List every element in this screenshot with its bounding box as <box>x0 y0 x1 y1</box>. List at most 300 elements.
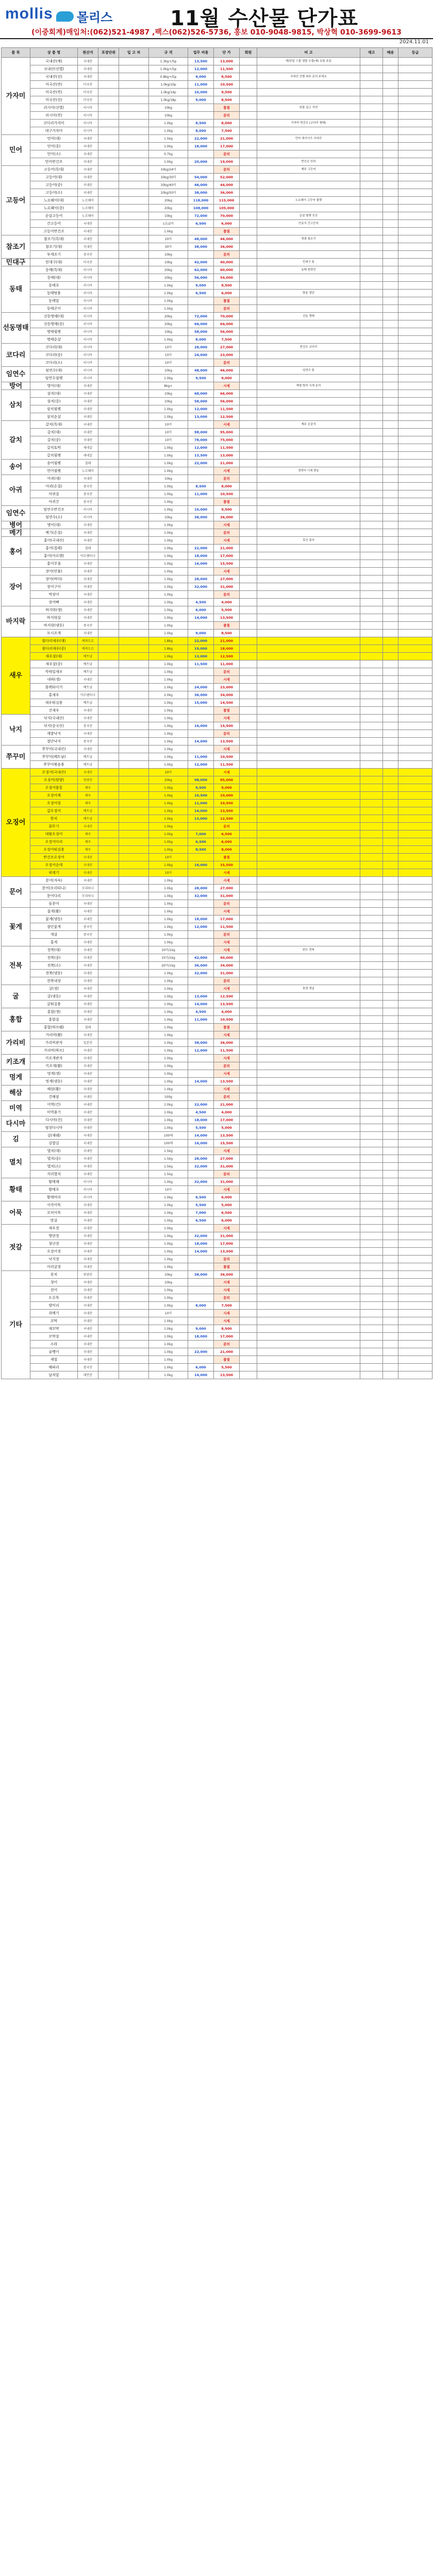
note-cell <box>257 1186 360 1194</box>
contact-line: (이중회계)매입처:(062)521-4987 ,팩스(062)526-5736, 홍보 010-9048-9815, 박상혁 010-3699-9613 <box>31 28 402 37</box>
stock-cell <box>360 676 383 684</box>
shipping-cell <box>383 259 398 266</box>
origin-cell: 국내산 <box>78 877 98 885</box>
category-cell: 임연수 <box>2 506 30 521</box>
shipping-cell <box>383 1001 398 1008</box>
size-cell: 20kg <box>149 274 188 282</box>
size-cell: 10kg <box>149 104 188 112</box>
pack-unit-cell <box>98 1140 119 1147</box>
note-cell <box>257 375 360 382</box>
size-cell: 1.0kg <box>149 807 188 815</box>
shipping-cell <box>383 660 398 668</box>
pack-unit-cell <box>98 452 119 460</box>
member-price-cell <box>240 908 257 916</box>
member-price-cell <box>240 838 257 846</box>
price-cell: 15,500 <box>214 722 240 730</box>
stock-cell <box>360 560 383 568</box>
cost-cell <box>188 421 214 429</box>
stock-cell <box>360 135 383 143</box>
member-price-cell <box>240 112 257 120</box>
pack-unit-cell <box>98 96 119 104</box>
grade-cell <box>398 429 432 436</box>
price-table <box>1 47 432 1379</box>
table-row <box>2 599 432 606</box>
table-row <box>2 135 432 143</box>
size-cell: 1.0kg <box>149 1341 188 1348</box>
table-row <box>2 800 432 807</box>
grade-cell <box>398 1008 432 1016</box>
cost-cell: 48,000 <box>188 235 214 243</box>
member-price-cell <box>240 993 257 1001</box>
member-price-cell <box>240 243 257 251</box>
member-price-cell <box>240 653 257 660</box>
cost-cell: 13,500 <box>188 452 214 460</box>
size-cell: 1.0kg <box>149 1225 188 1232</box>
supplier-cell <box>119 1348 149 1356</box>
supplier-cell <box>119 313 149 320</box>
supplier-cell <box>119 931 149 939</box>
product-name-cell: 부세조기 <box>30 251 78 259</box>
pack-unit-cell <box>98 1356 119 1364</box>
cost-cell <box>188 715 214 722</box>
note-cell <box>257 514 360 521</box>
supplier-cell <box>119 514 149 521</box>
price-cell: 문의 <box>214 166 240 174</box>
supplier-cell <box>119 367 149 375</box>
supplier-cell <box>119 769 149 776</box>
pack-unit-cell <box>98 807 119 815</box>
supplier-cell <box>119 1140 149 1147</box>
cost-cell <box>188 1024 214 1031</box>
origin-cell: 국내산 <box>78 1132 98 1140</box>
note-cell <box>257 1201 360 1209</box>
product-name-cell: 새우젓 <box>30 1225 78 1232</box>
supplier-cell <box>119 1333 149 1341</box>
table-row <box>2 1248 432 1256</box>
product-name-cell: 홍합(생) <box>30 1008 78 1016</box>
size-cell: 20kg <box>149 320 188 328</box>
table-row <box>2 583 432 591</box>
member-price-cell <box>240 831 257 838</box>
product-name-cell: 홍합살 <box>30 1016 78 1024</box>
member-price-cell <box>240 892 257 900</box>
supplier-cell <box>119 715 149 722</box>
shipping-cell <box>383 1333 398 1341</box>
pack-unit-cell <box>98 784 119 792</box>
pack-unit-cell <box>98 143 119 150</box>
price-cell: 5,500 <box>214 606 240 614</box>
product-name-cell: 칵테일새우 <box>30 668 78 676</box>
product-name-cell: 절단낙지 <box>30 738 78 745</box>
pack-unit-cell <box>98 1124 119 1132</box>
price-cell: 34,000 <box>214 962 240 970</box>
price-cell: 60,000 <box>214 266 240 274</box>
shipping-cell <box>383 235 398 243</box>
origin-cell: 국내산 <box>78 181 98 189</box>
table-row <box>2 1256 432 1263</box>
note-cell <box>257 1310 360 1317</box>
table-row <box>2 282 432 290</box>
pack-unit-cell <box>98 1163 119 1171</box>
shipping-cell <box>383 305 398 313</box>
origin-cell: 국내산 <box>78 854 98 861</box>
col-note: 비 고 <box>257 48 360 58</box>
origin-cell: 국내산 <box>78 591 98 599</box>
cost-cell: 14,000 <box>188 1001 214 1008</box>
member-price-cell <box>240 205 257 212</box>
cost-cell <box>188 467 214 475</box>
origin-cell: 국내산 <box>78 1171 98 1178</box>
stock-cell <box>360 452 383 460</box>
cost-cell <box>188 150 214 158</box>
supplier-cell <box>119 1086 149 1093</box>
size-cell: 20미/1kg <box>149 962 188 970</box>
table-row <box>2 220 432 228</box>
origin-cell: 국내산 <box>78 954 98 962</box>
pack-unit-cell <box>98 228 119 235</box>
cost-cell: 6,500 <box>188 1217 214 1225</box>
product-name-cell: 고등어(특대) <box>30 166 78 174</box>
price-cell: 31,000 <box>214 1178 240 1186</box>
product-name-cell: 꼬막 <box>30 1317 78 1325</box>
product-name-cell: 건해삼 <box>30 1093 78 1101</box>
pack-unit-cell <box>98 313 119 320</box>
member-price-cell <box>240 1225 257 1232</box>
table-row <box>2 212 432 220</box>
shipping-cell <box>383 1124 398 1132</box>
price-cell: 13,500 <box>214 1001 240 1008</box>
supplier-cell <box>119 807 149 815</box>
stock-cell <box>360 1310 383 1317</box>
pack-unit-cell <box>98 745 119 753</box>
supplier-cell <box>119 328 149 336</box>
price-cell: 4,000 <box>214 1008 240 1016</box>
member-price-cell <box>240 421 257 429</box>
member-price-cell <box>240 1124 257 1132</box>
cost-cell: 11,500 <box>188 660 214 668</box>
cost-cell <box>188 769 214 776</box>
supplier-cell <box>119 993 149 1001</box>
price-cell: 5,000 <box>214 1201 240 1209</box>
grade-cell <box>398 444 432 452</box>
product-name-cell: 민어(중) <box>30 143 78 150</box>
pack-unit-cell <box>98 753 119 761</box>
stock-cell <box>360 715 383 722</box>
grade-cell <box>398 1039 432 1047</box>
grade-cell <box>398 637 432 645</box>
grade-cell <box>398 475 432 483</box>
note-cell <box>257 1147 360 1155</box>
size-cell: 30미 <box>149 243 188 251</box>
table-row <box>2 1055 432 1062</box>
product-name-cell: 동태알 <box>30 297 78 305</box>
member-price-cell <box>240 552 257 560</box>
price-cell: 17,000 <box>214 143 240 150</box>
pack-unit-cell <box>98 614 119 622</box>
logo-mark-icon <box>56 11 74 22</box>
origin-cell: 국내산 <box>78 421 98 429</box>
size-cell: 1.0kg <box>149 1286 188 1294</box>
stock-cell <box>360 923 383 931</box>
grade-cell <box>398 1271 432 1279</box>
note-cell: 동태 원양산 <box>257 266 360 274</box>
grade-cell <box>398 235 432 243</box>
note-cell <box>257 993 360 1001</box>
stock-cell <box>360 823 383 831</box>
product-name-cell: 국내산(선별) <box>30 65 78 73</box>
member-price-cell <box>240 1271 257 1279</box>
shipping-cell <box>383 637 398 645</box>
note-cell <box>257 390 360 398</box>
shipping-cell <box>383 475 398 483</box>
stock-cell <box>360 1294 383 1302</box>
table-row <box>2 970 432 977</box>
grade-cell <box>398 1155 432 1163</box>
price-cell: 23,000 <box>214 684 240 691</box>
grade-cell <box>398 823 432 831</box>
price-cell: 70,000 <box>214 212 240 220</box>
note-cell <box>257 892 360 900</box>
note-cell: 가자미 반건조 (코다리 형태) <box>257 120 360 127</box>
note-cell <box>257 761 360 769</box>
stock-cell <box>360 297 383 305</box>
cost-cell: 9,500 <box>188 784 214 792</box>
note-cell <box>257 614 360 622</box>
shipping-cell <box>383 954 398 962</box>
pack-unit-cell <box>98 104 119 112</box>
cost-cell: 46,000 <box>188 181 214 189</box>
table-row <box>2 421 432 429</box>
supplier-cell <box>119 104 149 112</box>
note-cell <box>257 1001 360 1008</box>
supplier-cell <box>119 761 149 769</box>
stock-cell <box>360 189 383 197</box>
category-cell: 민어 <box>2 135 30 166</box>
shipping-cell <box>383 1109 398 1116</box>
note-cell <box>257 1294 360 1302</box>
product-name-cell: 새꼬막 <box>30 1325 78 1333</box>
supplier-cell <box>119 143 149 150</box>
size-cell: 1.0kg <box>149 977 188 985</box>
cost-cell: 32,000 <box>188 1178 214 1186</box>
supplier-cell <box>119 266 149 274</box>
shipping-cell <box>383 722 398 730</box>
pack-unit-cell <box>98 1086 119 1093</box>
grade-cell <box>398 382 432 390</box>
cost-cell: 4,500 <box>188 1008 214 1016</box>
product-name-cell: 꽃게(냉동) <box>30 916 78 923</box>
origin-cell: 국내산 <box>78 599 98 606</box>
member-price-cell <box>240 1201 257 1209</box>
cost-cell <box>188 668 214 676</box>
grade-cell <box>398 290 432 297</box>
shipping-cell <box>383 715 398 722</box>
size-cell: 1.0kg <box>149 846 188 854</box>
shipping-cell <box>383 1186 398 1194</box>
note-cell <box>257 622 360 630</box>
shipping-cell <box>383 328 398 336</box>
stock-cell <box>360 65 383 73</box>
shipping-cell <box>383 939 398 946</box>
pack-unit-cell <box>98 645 119 653</box>
shipping-cell <box>383 290 398 297</box>
origin-cell: 국내산 <box>78 993 98 1001</box>
size-cell: 1.8kg <box>149 645 188 653</box>
grade-cell <box>398 838 432 846</box>
origin-cell: 국내산 <box>78 1008 98 1016</box>
stock-cell <box>360 1271 383 1279</box>
grade-cell <box>398 606 432 614</box>
supplier-cell <box>119 359 149 367</box>
price-cell: 11,500 <box>214 1047 240 1055</box>
stock-cell <box>360 606 383 614</box>
size-cell: 100매 <box>149 1132 188 1140</box>
table-row <box>2 174 432 181</box>
supplier-cell <box>119 792 149 800</box>
origin-cell: 에콰도르 <box>78 645 98 653</box>
product-name-cell: 모시조개 <box>30 630 78 637</box>
stock-cell <box>360 1356 383 1364</box>
note-cell <box>257 1225 360 1232</box>
grade-cell <box>398 892 432 900</box>
cost-cell: 14,000 <box>188 1371 214 1379</box>
cost-cell: 38,000 <box>188 1271 214 1279</box>
note-cell <box>257 328 360 336</box>
supplier-cell <box>119 1001 149 1008</box>
grade-cell <box>398 1001 432 1008</box>
product-name-cell: 청어 <box>30 1279 78 1286</box>
shipping-cell <box>383 143 398 150</box>
member-price-cell <box>240 846 257 854</box>
stock-cell <box>360 892 383 900</box>
origin-cell: 에콰도르 <box>78 637 98 645</box>
grade-cell <box>398 575 432 583</box>
shipping-cell <box>383 351 398 359</box>
size-cell: 10미 <box>149 344 188 351</box>
size-cell: 10kg <box>149 112 188 120</box>
pack-unit-cell <box>98 529 119 537</box>
size-cell: 1.0kg <box>149 892 188 900</box>
price-cell: 시세 <box>214 1286 240 1294</box>
table-row <box>2 637 432 645</box>
member-price-cell <box>240 1341 257 1348</box>
size-cell: 10미 <box>149 351 188 359</box>
cost-cell: 6,500 <box>188 1194 214 1201</box>
stock-cell <box>360 58 383 65</box>
origin-cell: 러시아 <box>78 328 98 336</box>
supplier-cell <box>119 375 149 382</box>
pack-unit-cell <box>98 1031 119 1039</box>
pack-unit-cell <box>98 1055 119 1062</box>
supplier-cell <box>119 73 149 81</box>
cost-cell: 18,000 <box>188 1240 214 1248</box>
shipping-cell <box>383 1062 398 1070</box>
note-cell <box>257 1124 360 1132</box>
origin-cell: 칠레 <box>78 460 98 467</box>
shipping-cell <box>383 189 398 197</box>
origin-cell: 중국산 <box>78 498 98 506</box>
origin-cell: 국내산 <box>78 1325 98 1333</box>
grade-cell <box>398 1240 432 1248</box>
category-cell: 갈치 <box>2 421 30 460</box>
grade-cell <box>398 599 432 606</box>
category-cell: 황태 <box>2 1178 30 1201</box>
grade-cell <box>398 831 432 838</box>
origin-cell: 국내산 <box>78 1356 98 1364</box>
grade-cell <box>398 1348 432 1356</box>
cost-cell: 22,000 <box>188 1348 214 1356</box>
grade-cell <box>398 514 432 521</box>
supplier-cell <box>119 483 149 490</box>
product-name-cell: 오징어(원양) <box>30 776 78 784</box>
pack-unit-cell <box>98 1194 119 1201</box>
member-price-cell <box>240 637 257 645</box>
size-cell: 1.0kg <box>149 1356 188 1364</box>
origin-cell: 국내산 <box>78 1047 98 1055</box>
product-name-cell: 전복(소) <box>30 962 78 970</box>
origin-cell: 러시아 <box>78 351 98 359</box>
note-cell <box>257 205 360 212</box>
stock-cell <box>360 877 383 885</box>
stock-cell <box>360 1155 383 1163</box>
shipping-cell <box>383 1178 398 1186</box>
note-cell <box>257 351 360 359</box>
supplier-cell <box>119 1286 149 1294</box>
size-cell: 10kg/50미 <box>149 189 188 197</box>
stock-cell <box>360 745 383 753</box>
cost-cell: 12,000 <box>188 65 214 73</box>
product-name-cell: 명태필렛 <box>30 328 78 336</box>
stock-cell <box>360 738 383 745</box>
member-price-cell <box>240 885 257 892</box>
grade-cell <box>398 1140 432 1147</box>
supplier-cell <box>119 591 149 599</box>
price-cell: 56,000 <box>214 328 240 336</box>
stock-cell <box>360 367 383 375</box>
member-price-cell <box>240 1155 257 1163</box>
product-name-cell: 노르웨이(중) <box>30 205 78 212</box>
member-price-cell <box>240 877 257 885</box>
note-cell <box>257 831 360 838</box>
size-cell: 1.5kg <box>149 1147 188 1155</box>
price-cell: 4,000 <box>214 1109 240 1116</box>
origin-cell: 국내산 <box>78 429 98 436</box>
grade-cell <box>398 1341 432 1348</box>
member-price-cell <box>240 413 257 421</box>
table-row <box>2 1101 432 1109</box>
member-price-cell <box>240 1310 257 1317</box>
grade-cell <box>398 73 432 81</box>
pack-unit-cell <box>98 1147 119 1155</box>
cost-cell <box>188 939 214 946</box>
product-name-cell: 다시마(건) <box>30 1116 78 1124</box>
shipping-cell <box>383 1086 398 1093</box>
grade-cell <box>398 622 432 630</box>
table-row <box>2 877 432 885</box>
product-name-cell: 황태채 <box>30 1178 78 1186</box>
grade-cell <box>398 1178 432 1186</box>
shipping-cell <box>383 1348 398 1356</box>
price-cell: 15,500 <box>214 861 240 869</box>
shipping-cell <box>383 413 398 421</box>
price-cell: 10,000 <box>214 792 240 800</box>
cost-cell: 6,000 <box>188 606 214 614</box>
product-name-cell: 쭈꾸미(베트남) <box>30 753 78 761</box>
shipping-cell <box>383 382 398 390</box>
cost-cell: 10,500 <box>188 792 214 800</box>
table-row <box>2 1356 432 1364</box>
member-price-cell <box>240 962 257 970</box>
